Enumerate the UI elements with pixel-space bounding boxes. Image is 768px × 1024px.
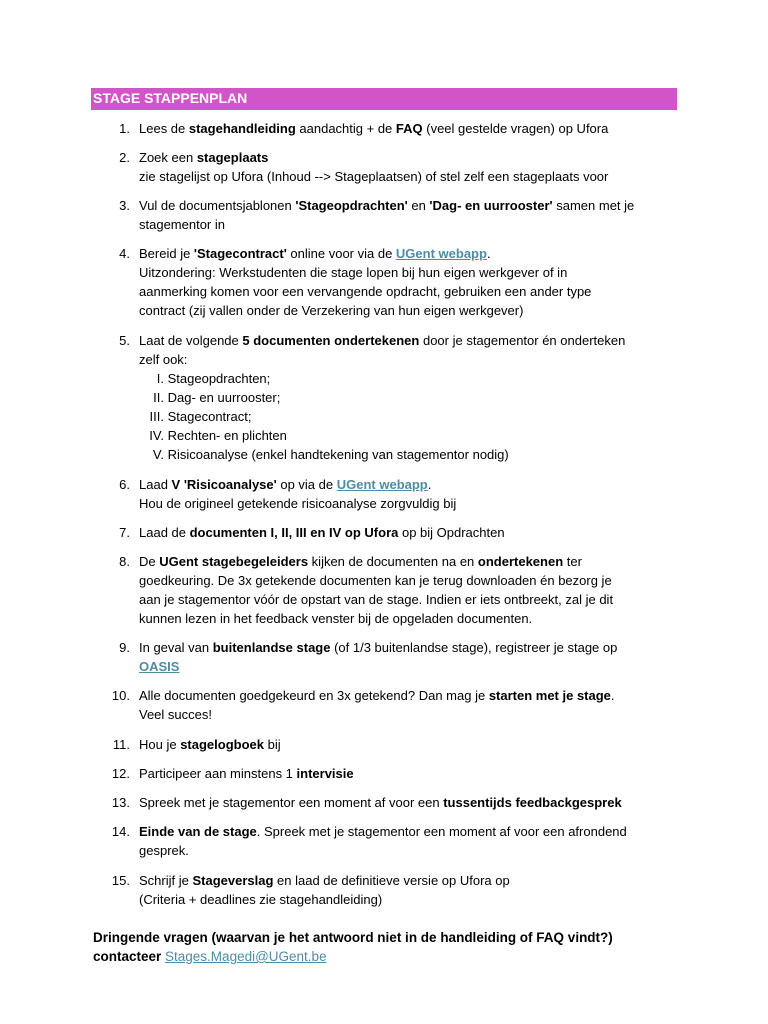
step-line (139, 301, 671, 320)
roman-numeral: IV. (149, 428, 164, 443)
bold-text: FAQ (395, 121, 423, 136)
document-list-item (139, 407, 671, 426)
step-text (139, 475, 671, 513)
roman-numeral: V. (152, 447, 164, 462)
step-line (139, 841, 671, 860)
step-line (139, 119, 671, 138)
roman-numeral: III. (149, 409, 164, 424)
step-number: 6. (119, 477, 130, 492)
text: online voor via de (286, 246, 396, 261)
ugent-webapp-link[interactable]: UGent webapp (395, 246, 487, 261)
document-list-item (139, 445, 671, 464)
step-number: 15. (111, 873, 130, 888)
step-line (139, 705, 671, 724)
step-line (139, 494, 671, 513)
bold-text: 'Dag- en uurrooster' (429, 198, 553, 213)
text: Zoek een (139, 150, 197, 165)
roman-numeral: II. (153, 390, 164, 405)
step-number: 14. (111, 824, 130, 839)
text: . Spreek met je stagementor een moment af voor een afrondend (256, 824, 627, 839)
step-line (139, 350, 671, 369)
step-text (139, 686, 671, 724)
text: Hou de origineel getekende risicoanalyse zorgvuldig bij (139, 496, 457, 511)
text: Uitzondering: Werkstudenten die stage lopen bij hun eigen werkgever of in (139, 265, 568, 280)
step-text (139, 148, 671, 186)
step-number: 4. (119, 246, 130, 261)
bold-text: Einde van de stage (139, 824, 257, 839)
text: goedkeuring. De 3x getekende documenten kan je terug downloaden én bezorg je (139, 573, 612, 588)
bold-text: intervisie (296, 766, 354, 781)
text: aandachtig + de (295, 121, 396, 136)
step-line (139, 686, 671, 705)
step-line (139, 764, 671, 783)
step-number: 11. (112, 737, 130, 752)
step-line (139, 475, 671, 494)
text: op bij Opdrachten (398, 525, 505, 540)
step-number: 8. (119, 554, 130, 569)
text: (Criteria + deadlines zie stagehandleiding) (139, 892, 383, 907)
text: . (486, 246, 491, 261)
step-line (139, 523, 671, 542)
text: samen met je (552, 198, 635, 213)
document-name: Risicoanalyse (enkel handtekening van stagementor nodig) (167, 447, 509, 462)
step-line (139, 609, 671, 628)
text: . (610, 688, 615, 703)
text: (of 1/3 buitenlandse stage), registreer je stage op (330, 640, 618, 655)
bold-text: buitenlandse stage (212, 640, 331, 655)
bold-text: starten met je stage (488, 688, 611, 703)
step-text (139, 331, 671, 464)
step-text (139, 735, 671, 754)
bold-text: tussentijds feedbackgesprek (443, 795, 622, 810)
step-text (139, 793, 671, 812)
step-text (139, 119, 671, 138)
text: In geval van (139, 640, 213, 655)
text: . (427, 477, 432, 492)
step-number: 13. (111, 795, 130, 810)
step-line (139, 657, 671, 676)
bold-text: documenten I, II, III en IV op Ufora (189, 525, 399, 540)
step-number: 7. (119, 525, 130, 540)
bold-text: 'Stagecontract' (193, 246, 287, 261)
text: zie stagelijst op Ufora (Inhoud --> Stageplaatsen) of stel zelf een stageplaats voor (139, 169, 609, 184)
text: Laad (139, 477, 172, 492)
text: en (407, 198, 430, 213)
step-line (139, 890, 671, 909)
document-name: Dag- en uurrooster; (167, 390, 281, 405)
step-text (139, 196, 671, 234)
step-text (139, 552, 671, 628)
bold-text: stagelogboek (180, 737, 264, 752)
step-number: 5. (119, 333, 130, 348)
text: Alle documenten goedgekeurd en 3x getekend? Dan mag je (139, 688, 489, 703)
step-number: 2. (119, 150, 130, 165)
step-line (139, 735, 671, 754)
text: ter (563, 554, 582, 569)
text: aanmerking komen voor een vervangende opdracht, gebruiken een ander type (139, 284, 592, 299)
step-text (139, 822, 671, 860)
text: stagementor in (139, 217, 225, 232)
text: door je stagementor én onderteken (419, 333, 626, 348)
text: (veel gestelde vragen) op Ufora (422, 121, 609, 136)
text: kunnen lezen in het feedback venster bij de opgeladen documenten. (139, 611, 533, 626)
step-text (139, 523, 671, 542)
text: Lees de (139, 121, 189, 136)
step-line (139, 822, 671, 841)
text: en laad de definitieve versie op Ufora op (273, 873, 510, 888)
footer-contact (93, 928, 693, 966)
bold-text: V 'Risicoanalyse' (171, 477, 277, 492)
step-line (139, 590, 671, 609)
step-text (139, 638, 671, 676)
step-line (139, 148, 671, 167)
contact-email-link[interactable]: Stages.Magedi@UGent.be (165, 949, 327, 964)
step-line (139, 638, 671, 657)
step-number: 12. (111, 766, 130, 781)
step-line (139, 552, 671, 571)
ugent-webapp-link[interactable]: UGent webapp (336, 477, 428, 492)
step-number: 9. (119, 640, 130, 655)
step-line (139, 793, 671, 812)
text: Veel succes! (139, 707, 212, 722)
text: aan je stagementor vóór de opstart van de stage. Indien er iets ontbreekt, zal je dit (139, 592, 614, 607)
footer-contact-prefix: contacteer (93, 949, 166, 964)
bold-text: 5 documenten ondertekenen (242, 333, 420, 348)
bold-text: UGent stagebegeleiders (159, 554, 309, 569)
step-line (139, 871, 671, 890)
text: De (139, 554, 160, 569)
step-line (139, 263, 671, 282)
step-line (139, 244, 671, 263)
step-line (139, 196, 671, 215)
text: Vul de documentsjablonen (139, 198, 296, 213)
text: bij (264, 737, 281, 752)
step-line (139, 282, 671, 301)
bold-text: Stageverslag (192, 873, 274, 888)
text: Participeer aan minstens 1 (139, 766, 297, 781)
footer-question: Dringende vragen (waarvan je het antwoord niet in de handleiding of FAQ vindt?) (93, 930, 613, 945)
document-name: Stagecontract; (167, 409, 252, 424)
step-text (139, 764, 671, 783)
text: contract (zij vallen onder de Verzekering van hun eigen werkgever) (139, 303, 524, 318)
text: zelf ook: (139, 352, 188, 367)
text: gesprek. (139, 843, 189, 858)
text: Schrijf je (139, 873, 193, 888)
step-line (139, 331, 671, 350)
text: Laad de (139, 525, 190, 540)
document-list-item (139, 426, 671, 445)
roman-numeral: I. (156, 371, 164, 386)
step-number: 3. (119, 198, 130, 213)
document-name: Stageopdrachten; (167, 371, 271, 386)
text: op via de (276, 477, 337, 492)
document-list-item (139, 369, 671, 388)
step-line (139, 215, 671, 234)
document-list-item (139, 388, 671, 407)
footer-contact-line (93, 947, 693, 966)
section-title: STAGE STAPPENPLAN (93, 90, 248, 106)
text: kijken de documenten na en (308, 554, 478, 569)
document-name: Rechten- en plichten (167, 428, 287, 443)
text: Spreek met je stagementor een moment af voor een (139, 795, 444, 810)
bold-text: 'Stageopdrachten' (295, 198, 408, 213)
step-line (139, 571, 671, 590)
bold-text: stageplaats (196, 150, 269, 165)
step-line (139, 167, 671, 186)
text: Bereid je (139, 246, 194, 261)
step-text (139, 871, 671, 909)
step-number: 10. (111, 688, 130, 703)
step-number: 1. (119, 121, 130, 136)
text: Laat de volgende (139, 333, 243, 348)
bold-text: stagehandleiding (188, 121, 296, 136)
text: Hou je (139, 737, 181, 752)
bold-text: ondertekenen (477, 554, 564, 569)
step-text (139, 244, 671, 320)
oasis-link[interactable]: OASIS (139, 659, 180, 674)
